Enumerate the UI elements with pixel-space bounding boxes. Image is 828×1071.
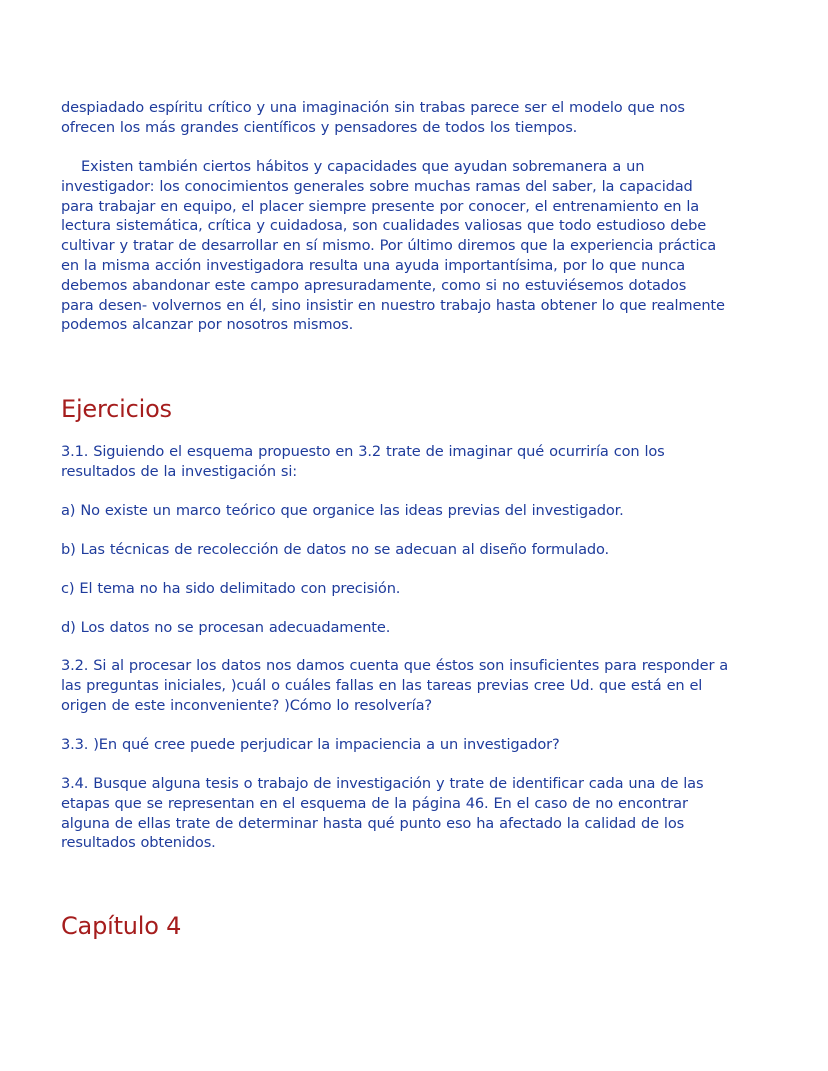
text-line: ofrecen los más grandes científicos y pensadores de todos los tiempos.	[61, 118, 578, 136]
exercise-3-4	[61, 774, 781, 853]
text-line: origen de este inconveniente? )Cómo lo resolvería?	[61, 696, 432, 714]
chapter-heading: Capítulo 4	[61, 912, 182, 940]
text-line: 3.4. Busque alguna tesis o trabajo de investigación y trate de identificar cada una de las	[61, 775, 704, 792]
text-line: b) Las técnicas de recolección de datos no se adecuan al diseño formulado.	[61, 541, 610, 558]
exercise-3-1	[61, 442, 781, 482]
intro-paragraph	[61, 98, 781, 138]
text-line: 3.1. Siguiendo el esquema propuesto en 3.2 trate de imaginar qué ocurriría con los	[61, 443, 665, 460]
text-line: para desen- volvernos en él, sino insistir en nuestro trabajo hasta obtener lo que realmente	[61, 296, 725, 314]
text-line: c) El tema no ha sido delimitado con precisión.	[61, 580, 401, 597]
text-line: para trabajar en equipo, el placer siempre presente por conocer, el entrenamiento en la	[61, 197, 700, 215]
exercise-3-2	[61, 656, 781, 715]
exercise-item-d	[61, 618, 781, 638]
text-line: cultivar y tratar de desarrollar en sí mismo. Por último diremos que la experiencia práctica	[61, 237, 717, 255]
text-line: etapas que se representan en el esquema de la página 46. En el caso de no encontrar	[61, 794, 688, 812]
text-line: lectura sistemática, crítica y cuidadosa, son cualidades valiosas que todo estudioso debe	[61, 217, 707, 235]
exercise-item-b	[61, 540, 781, 560]
text-line: debemos abandonar este campo apresuradamente, como si no estuviésemos dotados	[61, 276, 687, 294]
text-line: Existen también ciertos hábitos y capacidades que ayudan sobremanera a un	[61, 158, 645, 175]
exercise-item-c	[61, 579, 781, 599]
exercise-3-3	[61, 735, 781, 755]
text-line: en la misma acción investigadora resulta una ayuda importantísima, por lo que nunca	[61, 256, 686, 274]
text-line: resultados de la investigación si:	[61, 462, 298, 480]
text-line: resultados obtenidos.	[61, 834, 216, 852]
text-line: investigador: los conocimientos generales sobre muchas ramas del saber, la capacidad	[61, 177, 693, 195]
text-line: 3.3. )En qué cree puede perjudicar la impaciencia a un investigador?	[61, 736, 560, 753]
text-line: a) No existe un marco teórico que organice las ideas previas del investigador.	[61, 502, 624, 519]
text-line: despiadado espíritu crítico y una imaginación sin trabas parece ser el modelo que nos	[61, 99, 685, 116]
section-heading-ejercicios: Ejercicios	[61, 395, 172, 423]
habits-paragraph	[61, 157, 781, 335]
text-line: alguna de ellas trate de determinar hasta qué punto eso ha afectado la calidad de los	[61, 814, 685, 832]
exercise-item-a	[61, 501, 781, 521]
text-line: podemos alcanzar por nosotros mismos.	[61, 316, 354, 334]
text-line: d) Los datos no se procesan adecuadamente.	[61, 619, 391, 636]
text-line: las preguntas iniciales, )cuál o cuáles fallas en las tareas previas cree Ud. que está en el	[61, 676, 703, 694]
text-line: 3.2. Si al procesar los datos nos damos cuenta que éstos son insuficientes para responder a	[61, 657, 729, 674]
